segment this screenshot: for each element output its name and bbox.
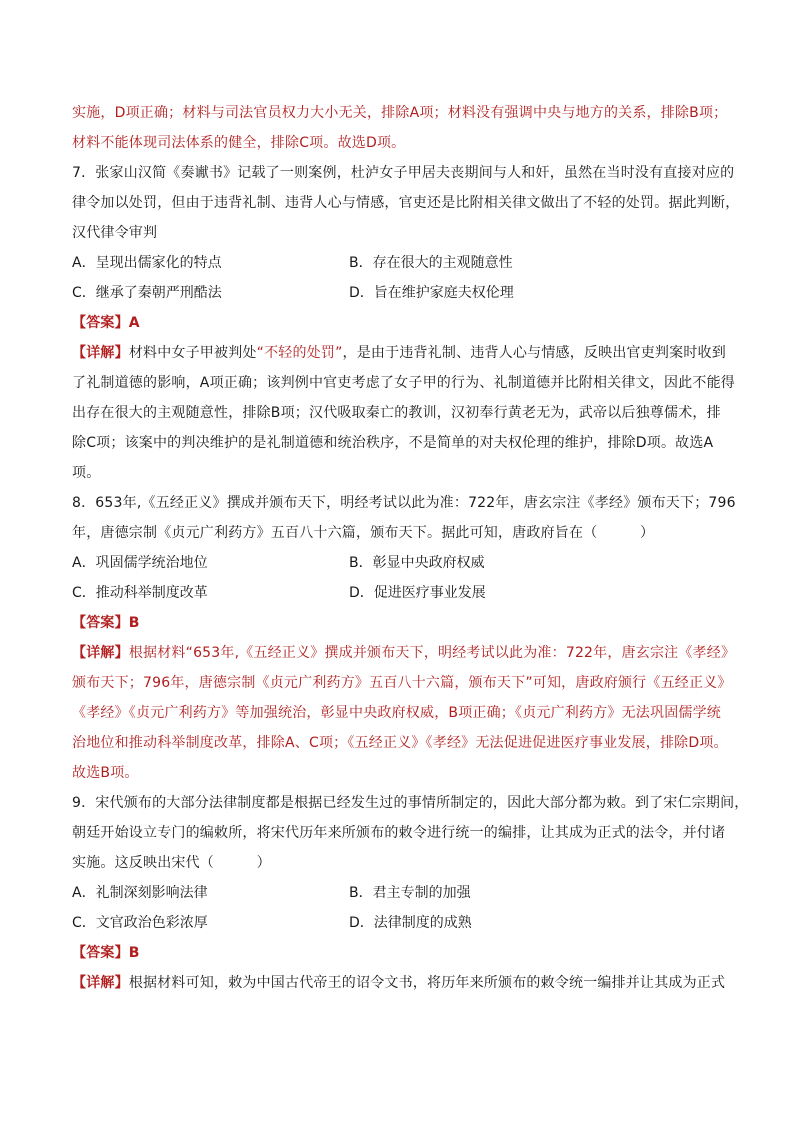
q8-detail-text: 根据材料“653年,《五经正义》撰成并颁布天下，明经考试以此为准：722年，唐玄宗注《孝经》 (128, 645, 736, 661)
q7-detail-quote: “不轻的处罚” (256, 345, 343, 361)
q7-stem-line-1: 7．张家山汉简《奏谳书》记载了一则案例，杜泸女子甲居夫丧期间与人和奸，虽然在当时没有直接对应的 (72, 165, 735, 181)
document-page (72, 98, 749, 998)
q9-option-c: C．文官政治色彩浓厚 (72, 915, 208, 931)
q7-detail-text-b: ，是由于违背礼制、违背人心与情感，反映出官吏判案时收到 (342, 345, 726, 361)
q7-detail-line-2: 了礼制道德的影响，A项正确；该判例中官吏考虑了女子甲的行为、礼制道德并比附相关律文，因此不能得 (72, 375, 735, 391)
q7-detail-label: 【详解】 (72, 345, 129, 361)
q7-options-row-1 (72, 248, 728, 278)
q7-option-a: A．呈现出儒家化的特点 (72, 255, 222, 271)
q9-options-row-1 (72, 878, 728, 908)
q7-options-row-2 (72, 278, 728, 308)
q7-option-c: C．继承了秦朝严刑酷法 (72, 285, 222, 301)
q7-option-d: D．旨在维护家庭夫权伦理 (349, 285, 514, 301)
q8-detail-line-1 (72, 638, 736, 668)
q8-detail-label: 【详解】 (72, 645, 129, 661)
q9-stem-line-3: 实施。这反映出宋代（ ） (72, 855, 271, 871)
intro-line-2: 材料不能体现司法体系的健全，排除C项。故选D项。 (72, 135, 406, 151)
q8-option-c: C．推动科举制度改革 (72, 585, 208, 601)
q9-option-a: A．礼制深刻影响法律 (72, 885, 208, 901)
q8-option-d: D．促进医疗事业发展 (349, 585, 486, 601)
q9-detail-label: 【详解】 (72, 975, 129, 991)
q8-option-a: A．巩固儒学统治地位 (72, 555, 208, 571)
q9-options-row-2 (72, 908, 728, 938)
q8-stem-line-2: 年，唐德宗制《贞元广利药方》五百八十六篇，颁布天下。据此可知，唐政府旨在（ ） (72, 525, 655, 541)
q9-option-d: D．法律制度的成熟 (349, 915, 472, 931)
q7-stem-line-2: 律令加以处罚，但由于违背礼制、违背人心与情感，官吏还是比附相关律文做出了不轻的处罚。据此判断， (72, 195, 740, 211)
q9-stem-line-1: 9．宋代颁布的大部分法律制度都是根据已经发生过的事情所制定的，因此大部分都为敕。到了宋仁宗期间， (72, 795, 749, 811)
q9-option-b: B．君主专制的加强 (349, 885, 471, 901)
q8-options-row-1 (72, 548, 728, 578)
q8-detail-line-3: 《孝经》《贞元广利药方》等加强统治，彰显中央政府权威，B项正确；《贞元广利药方》无法巩固儒学统 (72, 705, 722, 721)
q8-option-b: B．彰显中央政府权威 (349, 555, 485, 571)
q8-options-row-2 (72, 578, 728, 608)
intro-line-1: 实施，D项正确；材料与司法官员权力大小无关，排除A项；材料没有强调中央与地方的关系，排除B项； (72, 105, 728, 121)
q8-detail-line-2: 颁布天下；796年，唐德宗制《贞元广利药方》五百八十六篇，颁布天下”可知，唐政府颁行《五经正义》 (72, 675, 732, 691)
q9-detail-text: 根据材料可知，敕为中国古代帝王的诏令文书，将历年来所颁布的敕令统一编排并让其成为正式 (128, 975, 726, 991)
q8-detail-line-5: 故选B项。 (72, 765, 139, 781)
q7-detail-line-5: 项。 (72, 465, 101, 481)
q7-option-b: B．存在很大的主观随意性 (349, 255, 513, 271)
q7-detail-line-1 (72, 338, 728, 368)
q7-detail-line-3: 出存在很大的主观随意性，排除B项；汉代吸取秦亡的教训，汉初奉行黄老无为，武帝以后独尊儒术，排 (72, 405, 721, 421)
q9-stem-line-2: 朝廷开始设立专门的编敕所，将宋代历年来所颁布的敕令进行统一的编排，让其成为正式的法令，并付诸 (72, 825, 726, 841)
q7-detail-line-4: 除C项；该案中的判决维护的是礼制道德和统治秩序，不是简单的对夫权伦理的维护，排除D项。故选A (72, 435, 714, 451)
q7-detail-text-a: 材料中女子甲被判处 (128, 345, 257, 361)
q7-stem-line-3: 汉代律令审判 (72, 225, 158, 241)
q7-answer: 【答案】A (72, 315, 140, 331)
q8-detail-line-4: 治地位和推动科举制度改革，排除A、C项；《五经正义》《孝经》无法促进促进医疗事业发展，排除D项。 (72, 735, 728, 751)
q9-answer: 【答案】B (72, 945, 140, 961)
q8-stem-line-1: 8．653年,《五经正义》撰成并颁布天下，明经考试以此为准：722年，唐玄宗注《孝经》颁布天下；796 (72, 495, 736, 511)
q8-answer: 【答案】B (72, 615, 140, 631)
q9-detail-line-1 (72, 968, 728, 998)
